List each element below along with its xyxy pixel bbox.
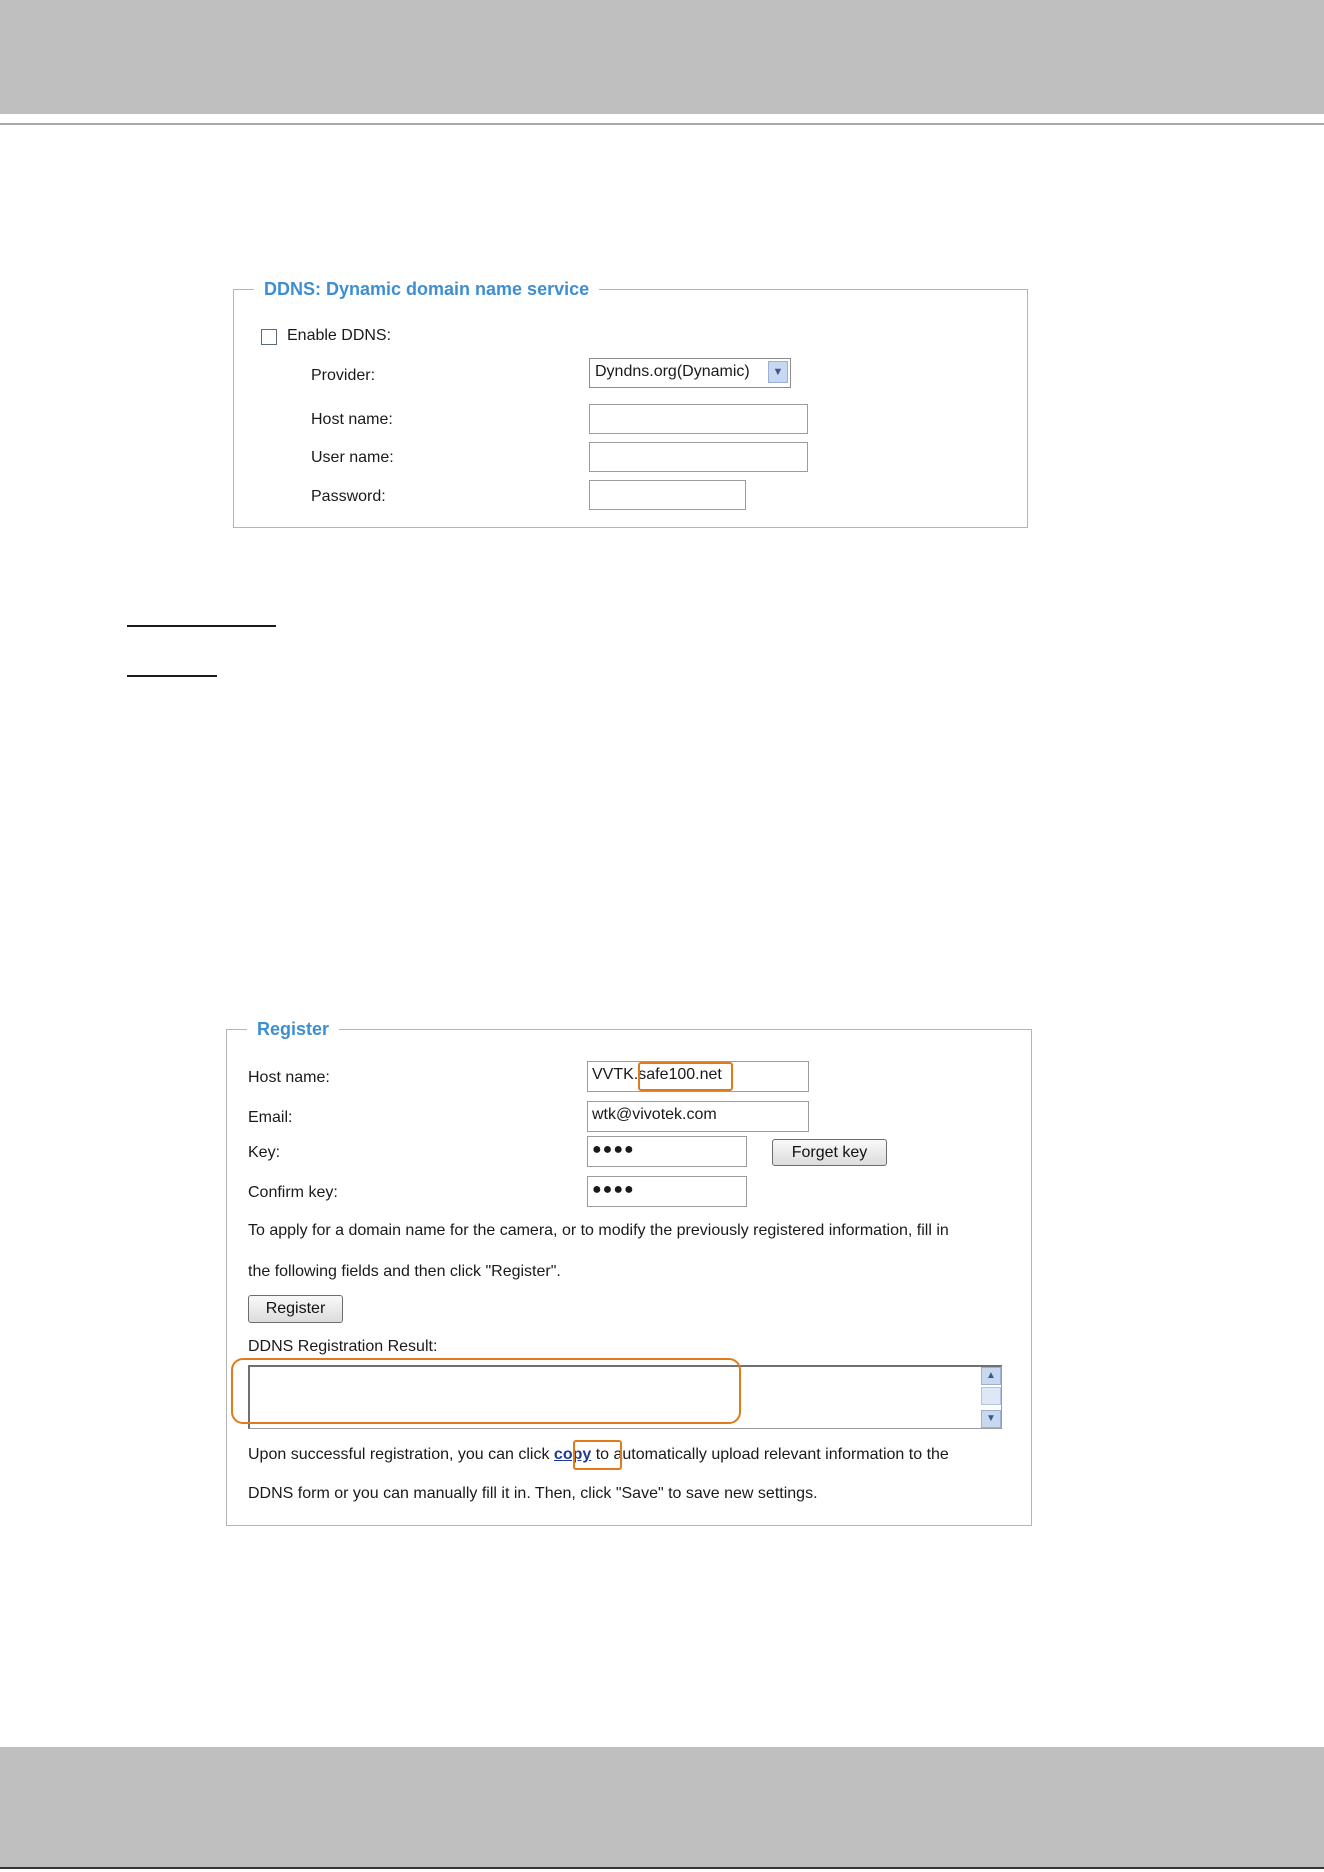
ddns-password-input[interactable] bbox=[589, 480, 746, 510]
register-panel bbox=[226, 1019, 1032, 1526]
result-highlight-box bbox=[231, 1358, 741, 1424]
page-header-band bbox=[0, 0, 1324, 114]
ddns-user-name-input[interactable] bbox=[589, 442, 808, 472]
ddns-user-name-label: User name: bbox=[311, 449, 394, 466]
confirm-key-label: Confirm key: bbox=[248, 1184, 338, 1201]
registration-result-label: DDNS Registration Result: bbox=[248, 1338, 438, 1355]
register-host-name-label: Host name: bbox=[248, 1069, 330, 1086]
enable-ddns-checkbox[interactable] bbox=[261, 329, 277, 345]
page-footer-band bbox=[0, 1747, 1324, 1867]
underlined-text-line bbox=[127, 625, 276, 627]
register-instructions-line1: To apply for a domain name for the camera, or to modify the previously registered information, fill in bbox=[248, 1222, 949, 1239]
domain-highlight-box bbox=[638, 1062, 733, 1091]
arrow-up-icon[interactable]: ▲ bbox=[981, 1367, 1001, 1385]
register-panel-title: Register bbox=[247, 1018, 339, 1040]
email-input[interactable]: wtk@vivotek.com bbox=[587, 1101, 809, 1132]
email-label: Email: bbox=[248, 1109, 293, 1126]
key-input[interactable]: ●●●● bbox=[587, 1136, 747, 1167]
header-divider bbox=[0, 123, 1324, 125]
footer-divider bbox=[0, 1867, 1324, 1869]
ddns-panel-title: DDNS: Dynamic domain name service bbox=[254, 278, 599, 300]
success-text-before-link: Upon successful registration, you can click bbox=[248, 1446, 554, 1463]
underlined-text-line bbox=[127, 675, 217, 677]
scrollbar-thumb[interactable] bbox=[981, 1387, 1001, 1405]
provider-select[interactable] bbox=[589, 358, 791, 388]
ddns-host-name-input[interactable] bbox=[589, 404, 808, 434]
success-instructions-line2: DDNS form or you can manually fill it in. Then, click "Save" to save new settings. bbox=[248, 1485, 818, 1502]
provider-label: Provider: bbox=[311, 367, 376, 384]
copy-highlight-box bbox=[573, 1440, 622, 1470]
ddns-settings-panel bbox=[233, 279, 1028, 528]
register-button[interactable]: Register bbox=[248, 1295, 343, 1323]
provider-selected-value: Dyndns.org(Dynamic) bbox=[595, 363, 750, 380]
host-name-domain: safe100.net bbox=[638, 1066, 722, 1083]
ddns-password-label: Password: bbox=[311, 488, 386, 505]
forget-key-button[interactable]: Forget key bbox=[772, 1139, 887, 1166]
chevron-down-icon[interactable]: ▼ bbox=[768, 361, 788, 383]
ddns-host-name-label: Host name: bbox=[311, 411, 393, 428]
key-label: Key: bbox=[248, 1144, 281, 1161]
success-text-after-link: to automatically upload relevant information to the bbox=[591, 1446, 949, 1463]
register-instructions-line2: the following fields and then click "Register". bbox=[248, 1263, 561, 1280]
confirm-key-input[interactable]: ●●●● bbox=[587, 1176, 747, 1207]
host-name-prefix: VVTK. bbox=[592, 1066, 639, 1083]
copy-link[interactable]: copy bbox=[553, 1446, 592, 1463]
enable-ddns-label: Enable DDNS: bbox=[287, 327, 392, 344]
arrow-down-icon[interactable]: ▼ bbox=[981, 1410, 1001, 1428]
